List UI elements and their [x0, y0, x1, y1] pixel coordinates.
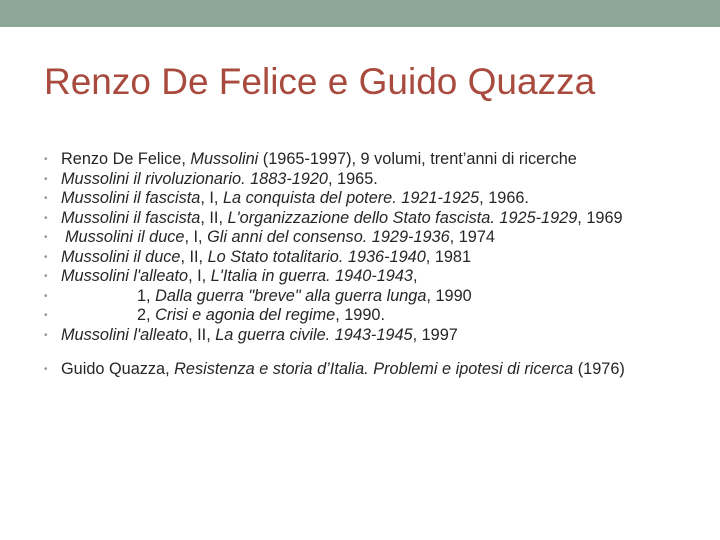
part: , 1969 — [577, 208, 623, 227]
bullet-item-il-fascista-2 — [44, 209, 684, 229]
part: , 1990 — [426, 286, 472, 305]
part: Renzo De Felice, — [61, 150, 191, 168]
part: Resistenza e storia d’Italia. Problemi e ipotesi di ricerca — [174, 360, 574, 378]
slide-top-bar — [0, 0, 720, 27]
part: , 1990. — [335, 306, 385, 324]
part: , 1965. — [327, 169, 378, 188]
bullet-item-volume-1 — [44, 287, 684, 307]
part: La guerra civile. 1943-1945 — [215, 325, 413, 344]
part: Mussolini il fascista — [61, 208, 201, 227]
part: (1976) — [573, 360, 625, 378]
bullet-item-il-fascista-1 — [44, 189, 684, 209]
part: Lo Stato totalitario. 1936-1940 — [207, 247, 426, 266]
part: , II, — [200, 208, 228, 227]
bullet-item-l-alleato-1 — [44, 267, 684, 287]
part: , — [412, 267, 418, 285]
bullet-item-volume-2 — [44, 306, 684, 326]
bullet-item-il-rivoluzionario — [44, 170, 684, 190]
part: , 1974 — [449, 228, 495, 246]
part: , 1966. — [479, 189, 529, 207]
part: La conquista del potere. 1921-1925 — [222, 189, 480, 207]
part: Guido Quazza, — [61, 360, 175, 378]
part: Mussolini l'alleato — [61, 325, 189, 344]
part: , 1997 — [412, 325, 458, 344]
part: 2, — [137, 306, 156, 324]
part: Crisi e agonia del regime — [155, 306, 336, 324]
bullet-list — [44, 150, 684, 380]
part: Gli anni del consenso. 1929-1936 — [207, 228, 450, 246]
part: (1965-1997), 9 volumi, trent’anni di ricerche — [258, 150, 577, 168]
part: Mussolini il fascista — [61, 189, 201, 207]
bullet-item-il-duce-2 — [44, 248, 684, 268]
part: , I, — [188, 267, 211, 285]
part: Mussolini — [190, 150, 259, 168]
part: , I, — [184, 228, 208, 246]
bullet-item-mussolini-series — [44, 150, 684, 170]
bullet-item-l-alleato-2 — [44, 326, 684, 346]
part: Mussolini il duce — [61, 247, 181, 266]
part: , II, — [188, 325, 216, 344]
part: , 1981 — [425, 247, 472, 266]
slide-title: Renzo De Felice e Guido Quazza — [44, 61, 596, 102]
part: , II, — [180, 247, 208, 266]
part: L'organizzazione dello Stato fascista. 1925-1929 — [227, 208, 578, 227]
part: , I, — [200, 189, 223, 207]
bullet-item-il-duce-1 — [44, 228, 684, 248]
part: Dalla guerra "breve" alla guerra lunga — [155, 286, 427, 305]
part: 1, — [137, 286, 156, 305]
part: L'Italia in guerra. 1940-1943 — [210, 267, 413, 285]
part: Mussolini il duce — [65, 228, 185, 246]
part: Mussolini il rivoluzionario. 1883-1920 — [61, 169, 328, 188]
bullet-item-quazza — [44, 360, 684, 380]
part: Mussolini l'alleato — [61, 267, 189, 285]
